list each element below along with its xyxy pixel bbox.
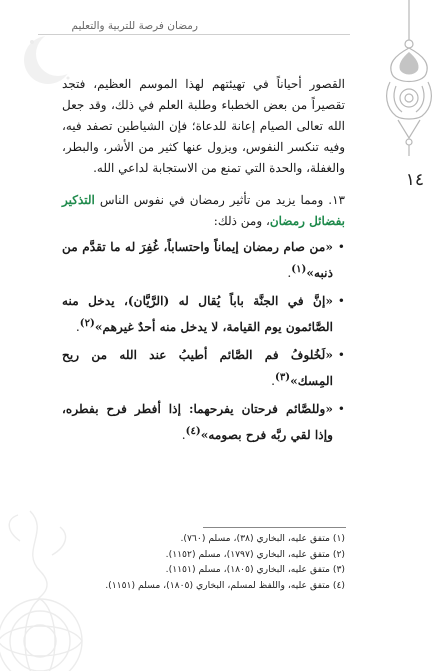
page-number: ١٤: [405, 170, 424, 190]
header-divider: [38, 34, 350, 35]
point-text: ومما يزيد من تأثير رمضان في نفوس الناس: [99, 193, 324, 207]
point-tail: ، ومن ذلك:: [213, 214, 270, 228]
highlighted-phrase: التذكير بفضائل رمضان: [62, 193, 345, 228]
footnotes-block: [62, 531, 345, 593]
footnote-ref[interactable]: (١): [291, 263, 307, 275]
hadith-text: «من صام رمضان إيماناً واحتساباً، غُفِرَ له ما تقدَّم من ذنبه»: [62, 240, 333, 281]
hadith-list: [62, 236, 345, 446]
hadith-item: • «وللصَّائم فرحتان يفرحهما: إذا أفطر فرح بفطره، وإذا لقي ربَّه فرح بصومه»$^{(٤)}$.: [62, 398, 345, 446]
numbered-point: [62, 190, 345, 232]
continued-paragraph: القصور أحياناً في تهيئتهم لهذا الموسم العظيم، فتجد تقصيراً من بعض الخطباء وطلبة العلم في ذلك، وقد جعل الله تعالى الصيام إعانة للدعاة؛ فإن الشياطين تصفد فيه، وفيه تنكسر النفوس، ويزول عنها كثير من الأشر، والبطر، والغفلة، والحدة التي تمنع من الاستجابة لداعي الله.: [62, 77, 345, 175]
lantern-ornament-icon: [380, 0, 438, 160]
running-header-title: رمضان فرصة للتربية والتعليم: [71, 20, 198, 32]
footnote-divider: [203, 527, 346, 528]
hadith-text: «وللصَّائم فرحتان يفرحهما: إذا أفطر فرح بفطره، وإذا لقي ربَّه فرح بصومه»: [62, 402, 333, 443]
hadith-item: • «إنَّ في الجنَّة باباً يُقال له (الرَّيَّان)، يدخل منه الصَّائمون يوم القيامة، لا يدخل منه أحدٌ غيرهم»$^{(٢)}$.: [62, 290, 345, 338]
main-text-block: [62, 74, 345, 452]
footnote-item: (١) متفق عليه، البخاري (٣٨)، مسلم (٧٦٠).: [180, 533, 345, 544]
hadith-item: • «لَخُلوفُ فم الصَّائم أطيبُ عند الله من ريح المِسك»$^{(٣)}$.: [62, 344, 345, 392]
hadith-text: «لَخُلوفُ فم الصَّائم أطيبُ عند الله من ريح المِسك»: [62, 348, 333, 389]
footnote-ref[interactable]: (٣): [275, 371, 291, 384]
point-number: ١٣.: [328, 193, 345, 207]
footnote-ref[interactable]: (٢): [79, 317, 95, 330]
footnote-item: (٤) متفق عليه، واللفظ لمسلم، البخاري (١٨٠٥)، مسلم (١١٥١).: [105, 579, 345, 591]
footnote-ref[interactable]: (٤): [185, 425, 201, 438]
hadith-item: • «من صام رمضان إيماناً واحتساباً، غُفِرَ له ما تقدَّم من ذنبه»$^{(١)}$.: [62, 236, 345, 284]
hadith-text: «إنَّ في الجنَّة باباً يُقال له (الرَّيَّان)، يدخل منه الصَّائمون يوم القيامة، لا يدخل منه أحدٌ غيرهم»: [62, 294, 333, 335]
footnote-item: (٣) متفق عليه، البخاري (١٨٠٥)، مسلم (١١٥١).: [165, 564, 345, 575]
footnote-item: (٢) متفق عليه، البخاري (١٧٩٧)، مسلم (١١٥٢).: [165, 548, 345, 560]
